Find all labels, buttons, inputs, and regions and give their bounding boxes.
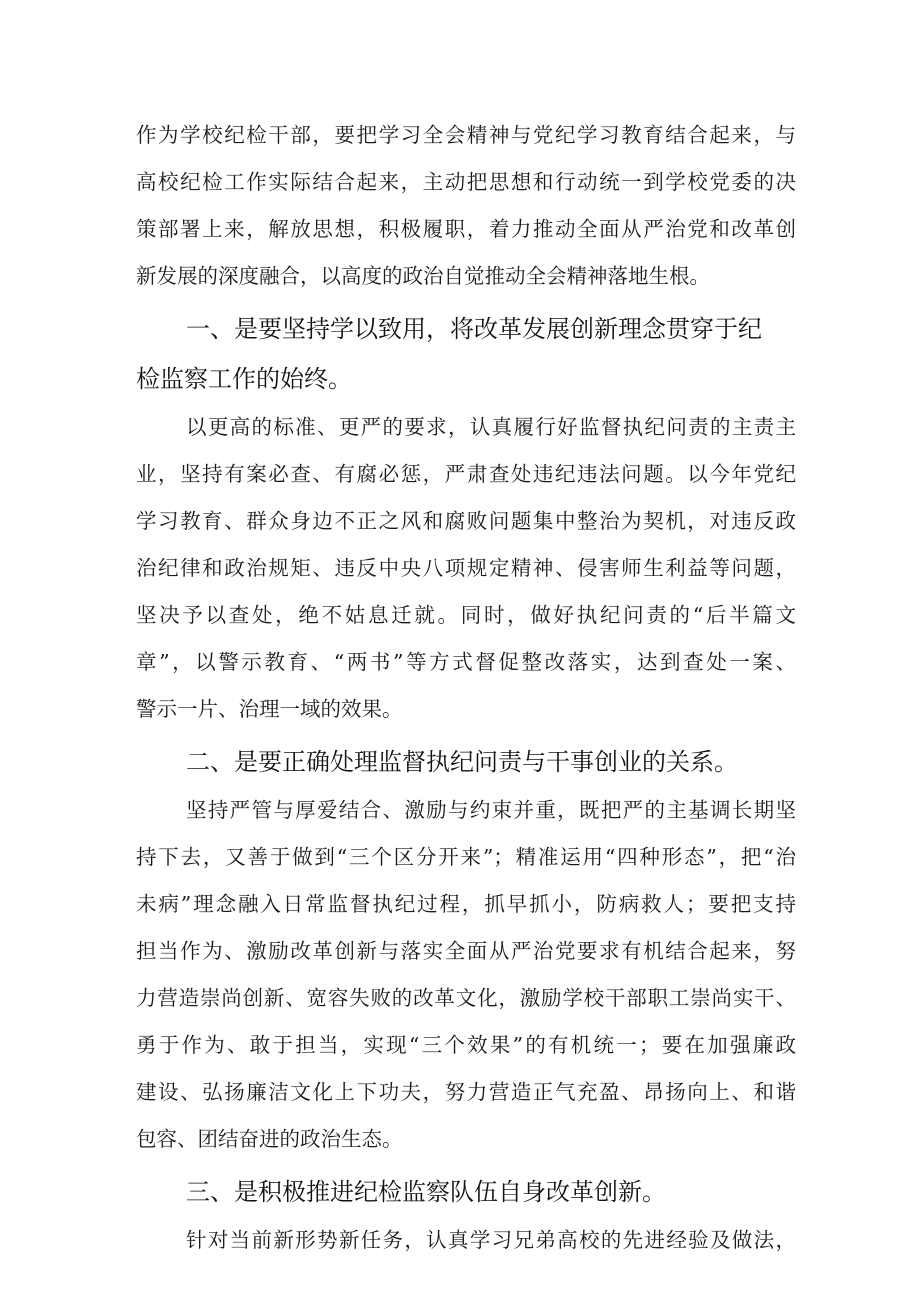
section-heading-1 [136, 304, 796, 404]
text-line: 未病”理念融入日常监督执纪过程，抓早抓小，防病救人；要把支持 [136, 892, 796, 916]
text-line: 高校纪检工作实际结合起来，主动把思想和行动统一到学校党委的决 [136, 170, 796, 194]
text-line: 担当作为、激励改革创新与落实全面从严治党要求有机结合起来，努 [136, 939, 796, 963]
text-line: 章”，以警示教育、“两书”等方式督促整改落实，达到查处一案、 [136, 650, 796, 674]
heading-line: 一、是要坚持学以致用，将改革发展创新理念贯穿于纪 [186, 315, 762, 343]
heading-line: 二、是要正确处理监督执纪问责与干事创业的关系。 [186, 748, 738, 776]
text-line: 策部署上来，解放思想，积极履职，着力推动全面从严治党和改革创 [136, 217, 796, 241]
text-line: 持下去，又善于做到“三个区分开来”；精准运用“四种形态”，把“治 [136, 845, 796, 869]
section-heading-2 [136, 737, 796, 787]
text-line: 坚决予以查处，绝不姑息迁就。同时，做好执纪问责的“后半篇文 [136, 603, 796, 627]
text-line: 以更高的标准、更严的要求，认真履行好监督执纪问责的主责主 [186, 415, 796, 439]
text-line: 坚持严管与厚爱结合、激励与约束并重，既把严的主基调长期坚 [186, 798, 796, 822]
text-line: 作为学校纪检干部，要把学习全会精神与党纪学习教育结合起来，与 [136, 123, 796, 147]
text-line: 包容、团结奋进的政治生态。 [136, 1127, 403, 1151]
text-line: 力营造崇尚创新、宽容失败的改革文化，激励学校干部职工崇尚实干、 [136, 986, 796, 1010]
text-line: 新发展的深度融合，以高度的政治自觉推动全会精神落地生根。 [136, 264, 710, 288]
text-line: 警示一片、治理一域的效果。 [136, 697, 403, 721]
paragraph-section-1 [136, 404, 796, 733]
paragraph-section-3 [136, 1217, 796, 1264]
text-line: 业，坚持有案必查、有腐必惩，严肃查处违纪违法问题。以今年党纪 [136, 462, 796, 486]
text-line: 勇于作为、敢于担当，实现“三个效果”的有机统一；要在加强廉政 [136, 1033, 796, 1057]
heading-line: 三、是积极推进纪检监察队伍自身改革创新。 [186, 1178, 666, 1206]
text-line: 针对当前新形势新任务，认真学习兄弟高校的先进经验及做法， [186, 1228, 796, 1252]
document-body [136, 112, 796, 1264]
text-line: 治纪律和政治规矩、违反中央八项规定精神、侵害师生利益等问题， [136, 556, 796, 580]
text-line: 建设、弘扬廉洁文化上下功夫，努力营造正气充盈、昂扬向上、和谐 [136, 1080, 796, 1104]
paragraph-section-2 [136, 787, 796, 1163]
heading-line: 检监察工作的始终。 [136, 365, 352, 393]
section-heading-3 [136, 1167, 796, 1217]
text-line: 学习教育、群众身边不正之风和腐败问题集中整治为契机，对违反政 [136, 509, 796, 533]
paragraph-intro [136, 112, 796, 300]
